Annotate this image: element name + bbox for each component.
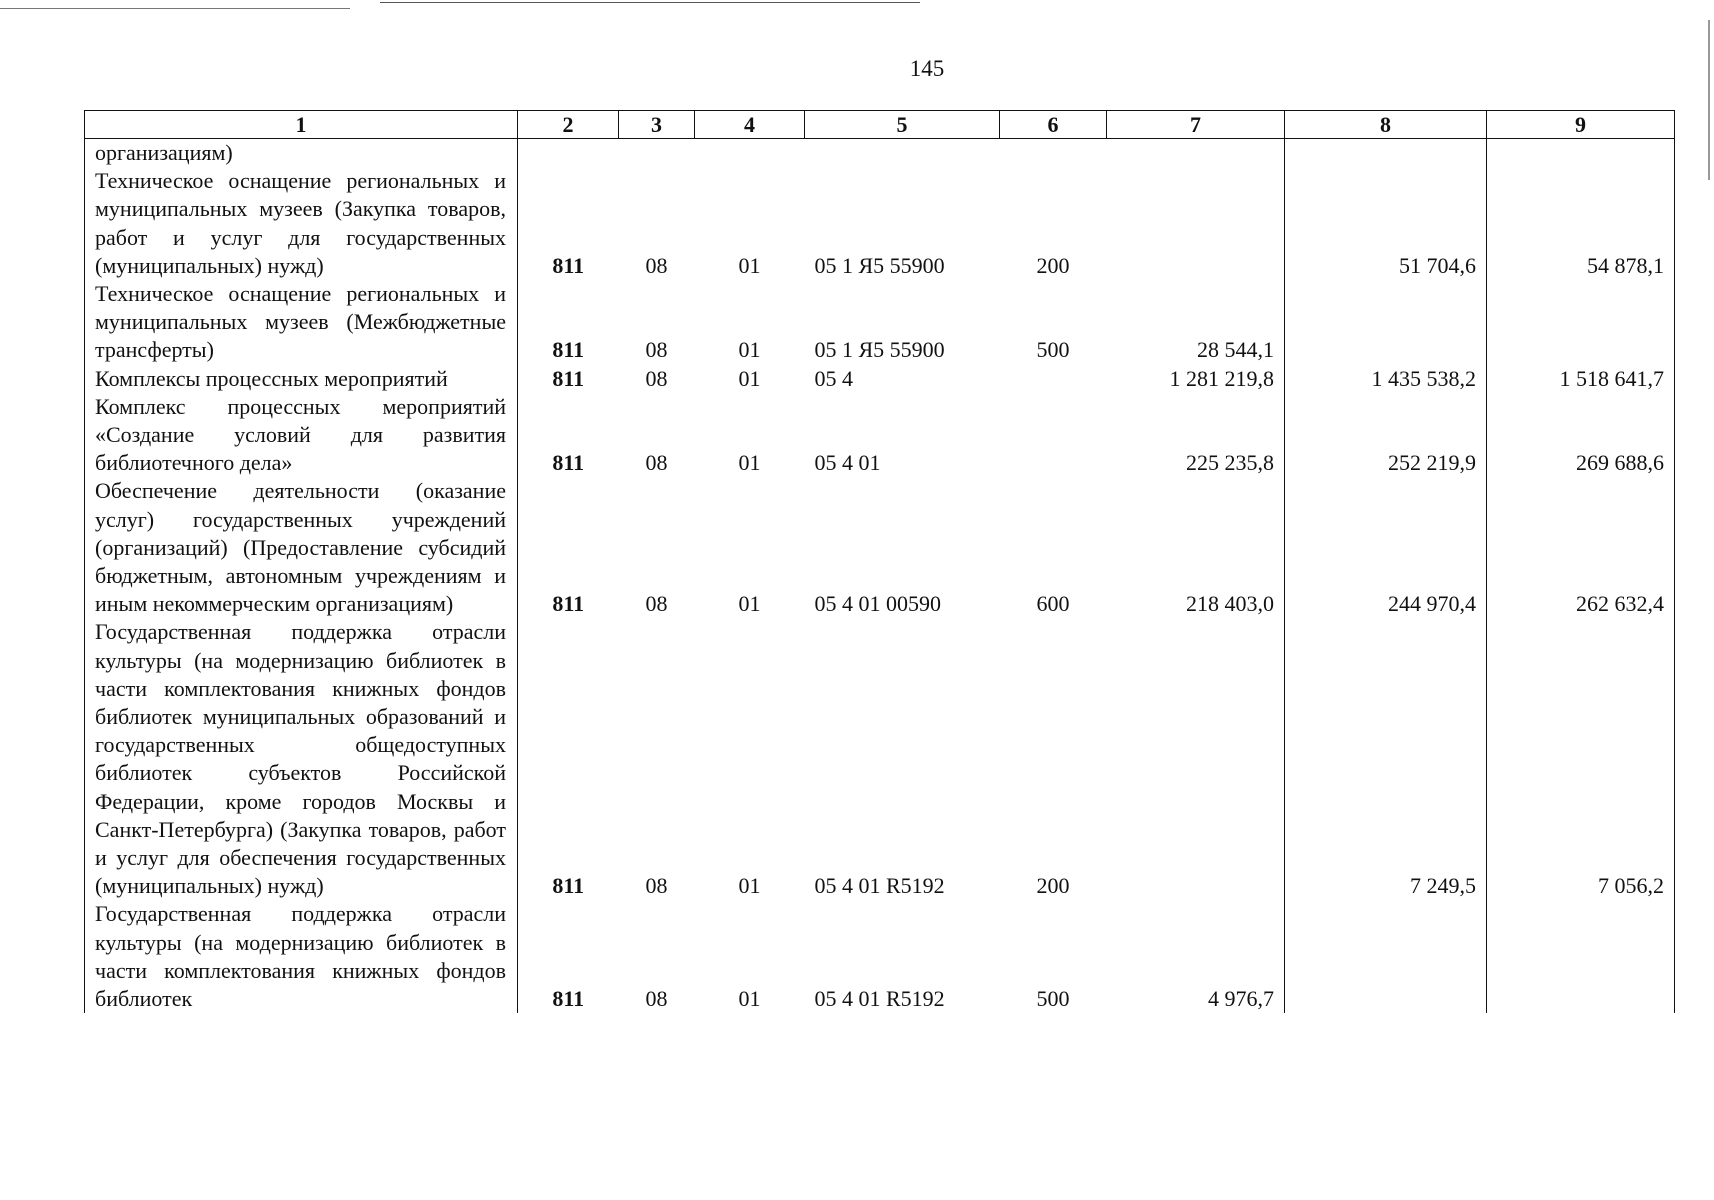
cell-ministry-code: 811 [552,365,585,391]
cell-section: 08 [645,986,668,1012]
table-row [85,393,1675,478]
budget-table [84,110,1675,1013]
cell-expense-type [1000,139,1107,168]
cell-amount-col9: 269 688,6 [1487,393,1675,478]
row-description-text: Комплекс процессных мероприятий «Создание условий для развития библиотечного дела» [95,393,506,476]
cell-amount-col8: 51 704,6 [1285,167,1487,280]
cell-expense-type: 200 [1036,252,1070,278]
header-cell-8: 8 [1285,111,1487,139]
page-number: 145 [909,56,945,81]
cell-amount-col9: 7 056,2 [1487,618,1675,900]
table-row [85,167,1675,280]
row-description [85,477,518,618]
table-row [85,618,1675,900]
cell-amount-col9 [1487,139,1675,168]
cell-expense-type: 500 [1036,337,1070,363]
cell-expense-type: 500 [1036,986,1070,1012]
cell-section: 08 [645,337,668,363]
cell-expense-type [1000,393,1107,478]
row-description-text: Комплексы процессных мероприятий [95,365,448,391]
cell-amount-col9: 1 518 641,7 [1487,365,1675,393]
cell-section: 08 [645,873,668,899]
cell-amount-col7 [1107,167,1285,280]
scan-artifact-edge [1708,20,1710,180]
row-description [85,618,518,900]
row-description [85,167,518,280]
cell-section: 08 [645,450,668,476]
cell-amount-col8 [1285,900,1487,1013]
row-description [85,280,518,365]
cell-target-article: 05 4 01 00590 [814,591,941,617]
header-cell-7: 7 [1107,111,1285,139]
cell-amount-col7: 225 235,8 [1107,393,1285,478]
cell-subsection: 01 [738,337,761,363]
row-description-text: Техническое оснащение региональных и муниципальных музеев (Закупка товаров, работ и услуг для государственных (муниципальных) нужд) [95,168,506,278]
cell-ministry-code [518,139,619,168]
cell-ministry-code: 811 [552,591,585,617]
cell-ministry-code: 811 [552,450,585,476]
cell-ministry-code: 811 [552,986,585,1012]
header-cell-5: 5 [805,111,1000,139]
cell-expense-type: 200 [1036,873,1070,899]
row-description-text: Обеспечение деятельности (оказание услуг) государственных учреждений (организаций) (Предоставление субсидий бюджетным, автономным учреждениям и иным некоммерческим организациям) [95,478,506,617]
cell-amount-col7: 1 281 219,8 [1107,365,1285,393]
cell-target-article: 05 4 01 R5192 [814,986,945,1012]
row-description [85,139,518,168]
cell-subsection: 01 [738,365,761,391]
row-description [85,393,518,478]
cell-amount-col8 [1285,280,1487,365]
cell-target-article: 05 1 Я5 55900 [814,337,945,363]
cell-section [619,139,695,168]
table-row [85,900,1675,1013]
cell-target-article: 05 4 01 [814,450,881,476]
cell-amount-col7 [1107,139,1285,168]
cell-ministry-code: 811 [552,337,585,363]
cell-target-article: 05 1 Я5 55900 [814,252,945,278]
cell-section: 08 [645,365,668,391]
cell-amount-col8: 244 970,4 [1285,477,1487,618]
row-description-text: Государственная поддержка отрасли культуры (на модернизацию библиотек в части комплектования книжных фондов библиотек муниципальных образований и государственных общедоступных библиотек субъектов Российской Федерации, кроме городов Москвы и Санкт-Петербурга) (Закупка товаров, работ и услуг для обеспечения государственных (муниципальных) нужд) [95,619,506,899]
cell-amount-col8 [1285,139,1487,168]
cell-expense-type [1000,365,1107,393]
cell-amount-col9: 54 878,1 [1487,167,1675,280]
cell-amount-col9 [1487,280,1675,365]
header-cell-1: 1 [85,111,518,139]
table-row [85,280,1675,365]
scan-artifact-line [380,2,920,3]
header-cell-6: 6 [1000,111,1107,139]
header-cell-4: 4 [695,111,805,139]
table-row [85,365,1675,393]
cell-amount-col7 [1107,618,1285,900]
row-description-text: Техническое оснащение региональных и муниципальных музеев (Межбюджетные трансферты) [95,281,506,363]
cell-amount-col9: 262 632,4 [1487,477,1675,618]
header-cell-2: 2 [518,111,619,139]
cell-subsection: 01 [738,873,761,899]
cell-ministry-code: 811 [552,873,585,899]
row-description [85,365,518,393]
cell-amount-col8: 252 219,9 [1285,393,1487,478]
cell-expense-type: 600 [1036,591,1070,617]
cell-amount-col7: 218 403,0 [1107,477,1285,618]
cell-amount-col7: 28 544,1 [1107,280,1285,365]
scan-artifact-line [0,8,350,9]
cell-target-article [805,139,1000,168]
header-row [85,111,1675,139]
table-row [85,139,1675,168]
cell-section: 08 [645,591,668,617]
row-description-text: Государственная поддержка отрасли культуры (на модернизацию библиотек в части комплектования книжных фондов библиотек [95,901,506,1012]
cell-amount-col8: 7 249,5 [1285,618,1487,900]
cell-target-article: 05 4 [814,365,853,391]
cell-subsection: 01 [738,450,761,476]
cell-target-article: 05 4 01 R5192 [814,873,945,899]
cell-ministry-code: 811 [552,252,585,278]
cell-subsection: 01 [738,986,761,1012]
cell-subsection [695,139,805,168]
table-row [85,477,1675,618]
cell-section: 08 [645,252,668,278]
cell-amount-col9 [1487,900,1675,1013]
cell-amount-col7: 4 976,7 [1107,900,1285,1013]
header-cell-9: 9 [1487,111,1675,139]
row-description [85,900,518,1013]
cell-subsection: 01 [738,252,761,278]
cell-subsection: 01 [738,591,761,617]
cell-amount-col8: 1 435 538,2 [1285,365,1487,393]
row-description-text: организациям) [95,140,233,165]
header-cell-3: 3 [619,111,695,139]
